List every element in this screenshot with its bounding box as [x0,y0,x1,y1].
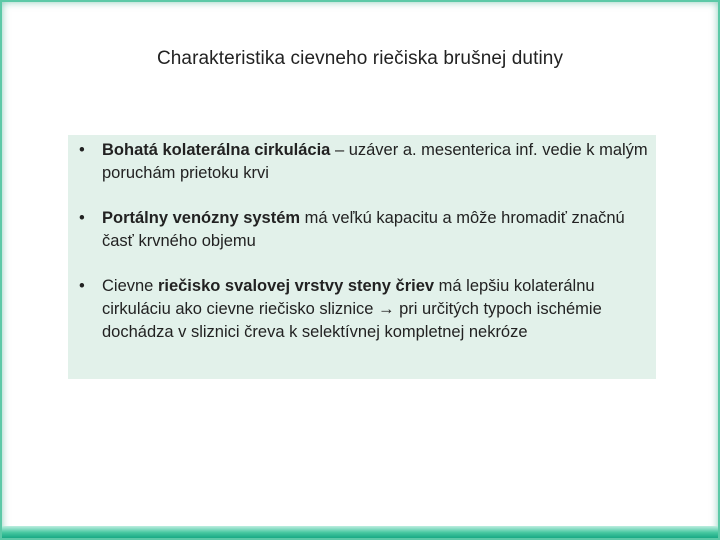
bullet-item-portal [76,207,648,253]
bullet-bold-text: Bohatá kolaterálna cirkulácia [102,141,331,159]
bullet-item-muscle-layer [76,275,648,344]
bullet-bold-text: riečisko svalovej vrstvy steny čriev [157,277,435,295]
slide-title: Charakteristika cievneho riečiska brušnej dutiny [156,48,564,69]
bullet-item-collateral [76,139,648,185]
bullet-text: – uzáver a. mesenterica inf. vedie k malým poruchám prietoku krvi [102,141,648,182]
bullet-text: má lepšiu kolaterálnu cirkuláciu ako cievne riečisko sliznice → pri určitých typoch ischémie dochádza v sliznici čreva k selektívnej kompletnej nekróze [102,277,602,341]
bullet-icon: • [79,277,85,295]
bullet-bold-text: Portálny venózny systém [102,209,301,227]
bullet-icon: • [79,209,85,227]
bullet-text: má veľkú kapacitu a môže hromadiť značnú časť krvného objemu [102,209,625,250]
content-box [68,135,656,379]
bullet-icon: • [79,141,85,159]
bullet-prefix-text: Cievne [102,277,158,295]
bottom-accent-bar [2,526,718,538]
bullet-list [76,139,648,344]
